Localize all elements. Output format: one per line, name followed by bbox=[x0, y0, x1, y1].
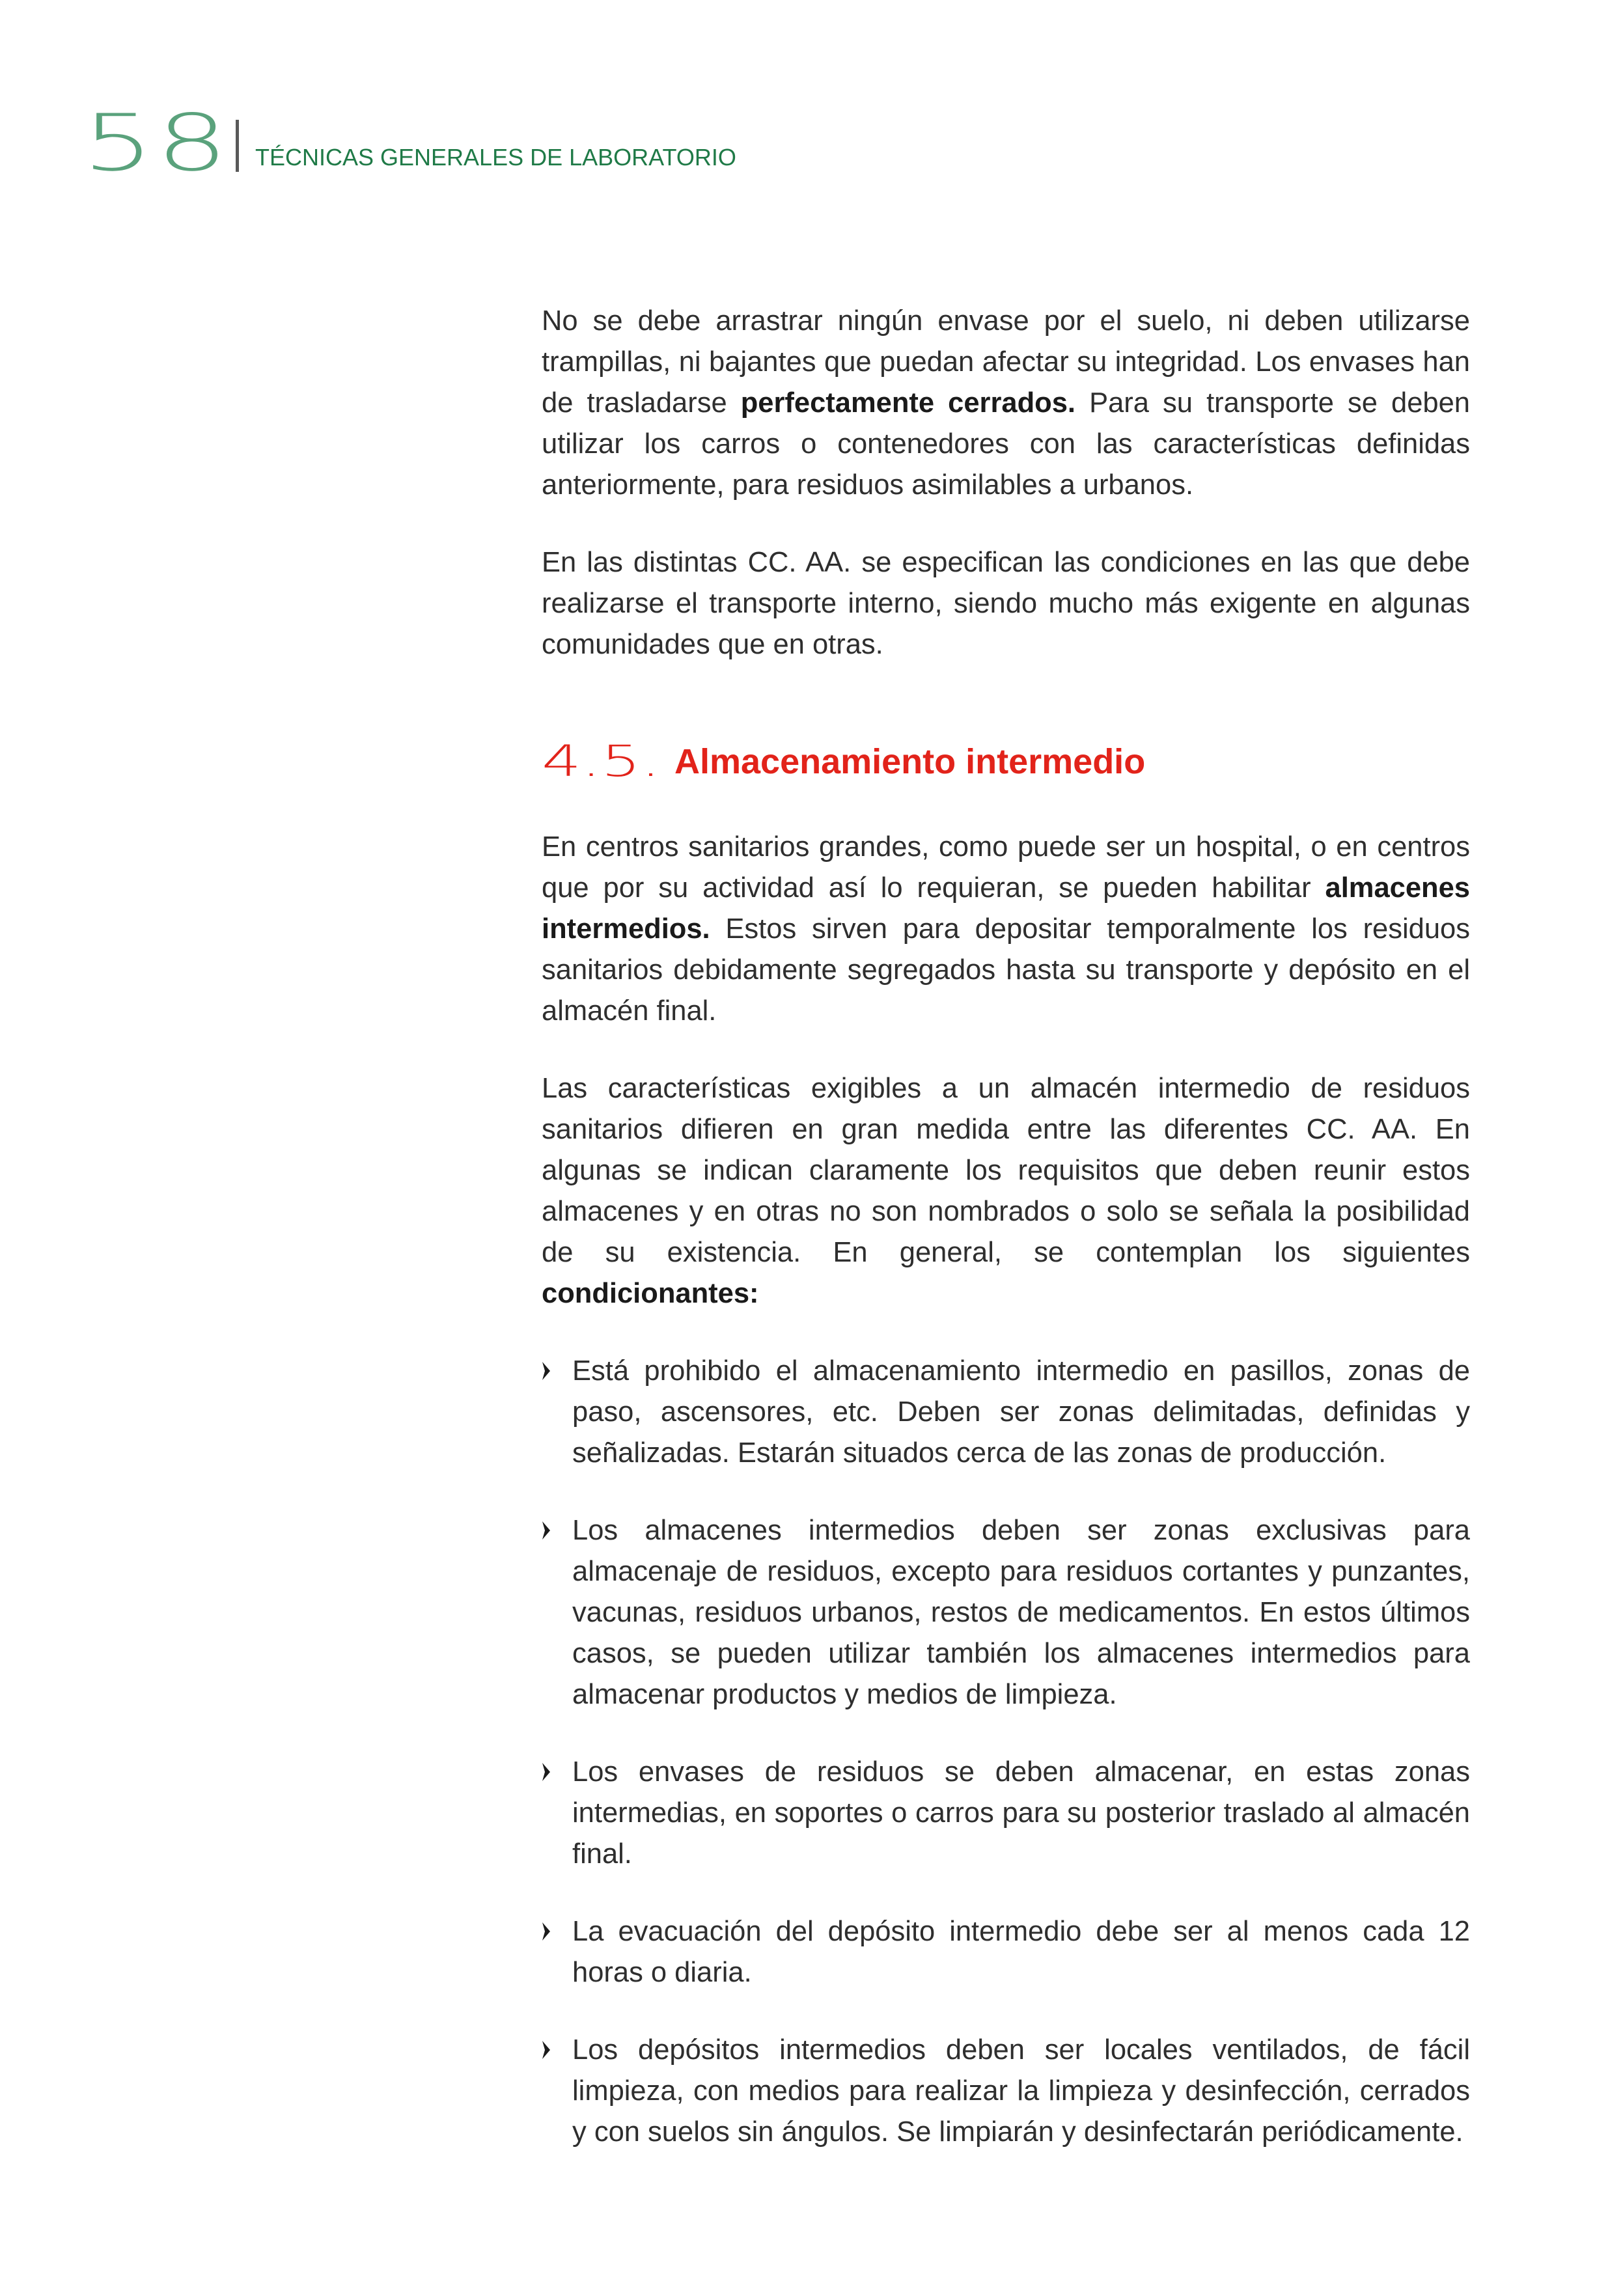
section-title: Almacenamiento intermedio bbox=[674, 742, 1146, 781]
chevron-bullet-icon bbox=[542, 1762, 551, 1782]
chevron-bullet-icon bbox=[542, 1521, 551, 1540]
list-item bbox=[542, 1351, 1470, 1474]
section-paragraph-2 bbox=[542, 1068, 1470, 1314]
list-item-text: Está prohibido el almacenamiento intermedio en pasillos, zonas de paso, ascensores, etc. Deben ser zonas delimitadas, definidas y señalizadas. Estarán situados cerca de las zonas de producción. bbox=[572, 1355, 1470, 1469]
running-head: TÉCNICAS GENERALES DE LABORATORIO bbox=[255, 144, 736, 171]
header-divider bbox=[236, 120, 239, 172]
section-p2-bold: condicionantes: bbox=[542, 1278, 759, 1309]
section-p1-bold: almacenes intermedios. bbox=[542, 872, 1470, 945]
list-item bbox=[542, 2030, 1470, 2153]
section-body bbox=[542, 827, 1470, 2153]
list-item bbox=[542, 1752, 1470, 1875]
intro-p1-text-b: Para su transporte se deben utilizar los carros o contenedores con las características definidas anteriormente, para residuos asimilables a urbanos. bbox=[542, 387, 1470, 501]
section-p2-text-a: Las características exigibles a un almacén intermedio de residuos sanitarios difieren en gran medida entre las diferentes CC. AA. En algunas se indican claramente los requisitos que deben reunir estos almacenes y en otras no son nombrados o solo se señala la posibilidad de su existencia. En general, se contemplan los siguientes bbox=[542, 1073, 1470, 1268]
section-p1-text-a: En centros sanitarios grandes, como puede ser un hospital, o en centros que por su actividad así lo requieran, se pueden habilitar bbox=[542, 831, 1470, 904]
intro-paragraph-2: En las distintas CC. AA. se especifican las condiciones en las que debe realizarse el transporte interno, siendo mucho más exigente en algunas comunidades que en otras. bbox=[542, 547, 1470, 660]
list-item bbox=[542, 1510, 1470, 1715]
intro-paragraph-1 bbox=[542, 301, 1470, 506]
list-item-text: Los almacenes intermedios deben ser zonas exclusivas para almacenaje de residuos, excepto para residuos cortantes y punzantes, vacunas, residuos urbanos, restos de medicamentos. En estos últimos casos, se pueden utilizar también los almacenes intermedios para almacenar productos y medios de limpieza. bbox=[572, 1515, 1470, 1710]
page-number: 58 bbox=[82, 98, 230, 189]
section-paragraph-1 bbox=[542, 827, 1470, 1032]
list-item-text: Los envases de residuos se deben almacenar, en estas zonas intermedias, en soportes o carros para su posterior traslado al almacén final. bbox=[572, 1756, 1470, 1870]
list-item bbox=[542, 1911, 1470, 1993]
intro-p1-bold: perfectamente cerrados. bbox=[740, 387, 1076, 419]
intro-p1-text-a: No se debe arrastrar ningún envase por el suelo, ni deben utilizarse trampillas, ni bajantes que puedan afectar su integridad. Los envases han de trasladarse bbox=[542, 305, 1470, 419]
chevron-bullet-icon bbox=[542, 1361, 551, 1381]
conditions-list bbox=[542, 1351, 1470, 2153]
intro-text bbox=[542, 301, 1470, 665]
section-p1-text-b: Estos sirven para depositar temporalmente los residuos sanitarios debidamente segregados hasta su transporte y depósito en el almacén final. bbox=[542, 913, 1470, 1027]
list-item-text: Los depósitos intermedios deben ser locales ventilados, de fácil limpieza, con medios para realizar la limpieza y desinfección, cerrados y con suelos sin ángulos. Se limpiarán y desinfectarán periódicamente. bbox=[572, 2034, 1470, 2148]
section-heading bbox=[542, 736, 1146, 788]
section-number: 4.5. bbox=[542, 736, 661, 786]
chevron-bullet-icon bbox=[542, 1922, 551, 1941]
chevron-bullet-icon bbox=[542, 2040, 551, 2060]
list-item-text: La evacuación del depósito intermedio debe ser al menos cada 12 horas o diaria. bbox=[572, 1916, 1470, 1988]
